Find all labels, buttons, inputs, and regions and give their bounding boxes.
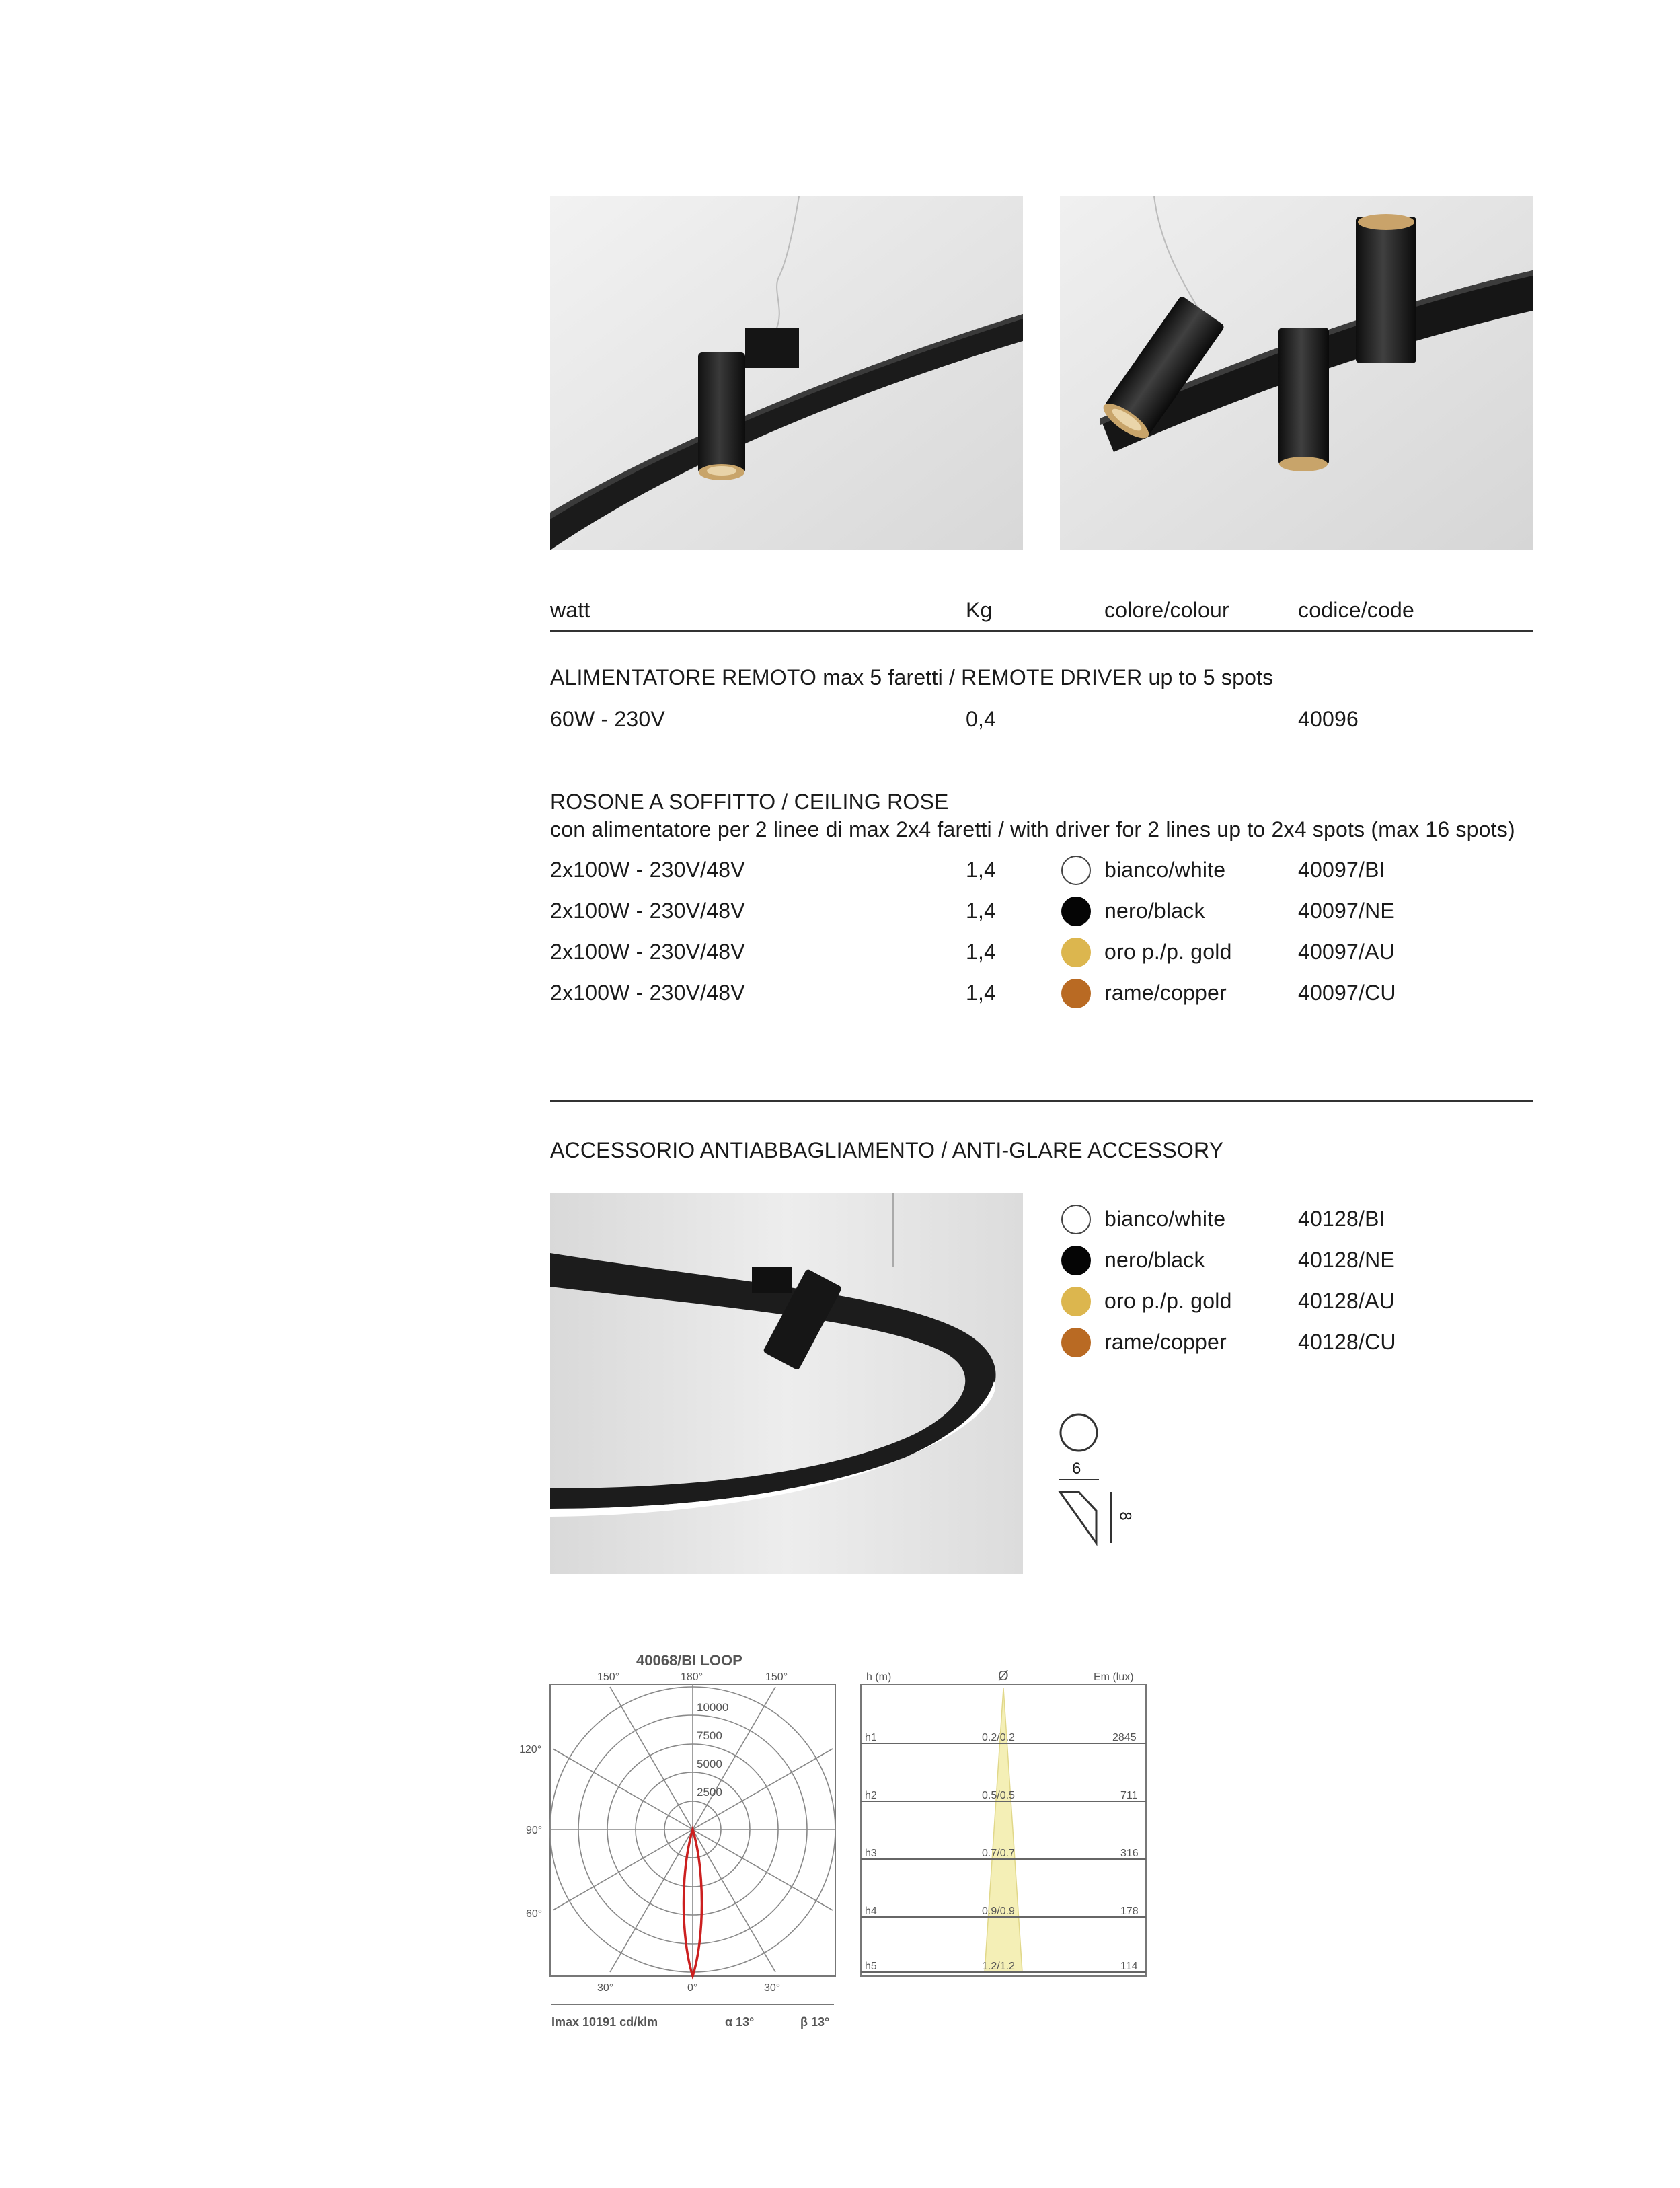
polar-label-30-left: 30° <box>597 1982 614 1994</box>
row-colour: rame/copper <box>1104 1330 1227 1354</box>
row-watt: 2x100W - 230V/48V <box>550 981 745 1005</box>
row-colour: bianco/white <box>1104 1207 1226 1231</box>
cone-row-h: h1 <box>865 1732 877 1743</box>
header-kg: Kg <box>966 598 993 622</box>
polar-label-60: 60° <box>526 1908 543 1920</box>
row-code: 40128/CU <box>1298 1330 1396 1354</box>
product-photo-single-spot <box>550 196 1023 550</box>
row-colour: oro p./p. gold <box>1104 1289 1232 1313</box>
gold-swatch <box>1061 1287 1091 1316</box>
photometric-diagram <box>511 1628 1157 2045</box>
polar-ring-label: 5000 <box>697 1758 722 1770</box>
cone-row-h: h4 <box>865 1906 877 1917</box>
ceiling-rose-subtitle: con alimentatore per 2 linee di max 2x4 faretti / with driver for 2 lines up to 2x4 spots (max 16 spots) <box>550 817 1515 841</box>
cone-row-em: 114 <box>1120 1961 1138 1972</box>
row-kg: 1,4 <box>966 940 997 964</box>
alpha-label: α 13° <box>725 2015 755 2029</box>
gold-swatch <box>1061 938 1091 967</box>
row-code: 40097/BI <box>1298 858 1385 882</box>
anti-glare-title: ACCESSORIO ANTIABBAGLIAMENTO / ANTI-GLARE ACCESSORY <box>550 1138 1224 1162</box>
profile-section-icon <box>1060 1492 1096 1543</box>
ring-lamp-illustration <box>550 1193 1023 1574</box>
white-swatch <box>1061 1205 1091 1234</box>
profile-circle-icon <box>1061 1414 1097 1451</box>
cone-row-em: 178 <box>1120 1906 1139 1917</box>
remote-driver-watt: 60W - 230V <box>550 707 665 731</box>
cone-row-h: h3 <box>865 1848 877 1859</box>
polar-label-30-right: 30° <box>764 1982 781 1994</box>
dimension-drawing <box>1056 1412 1143 1547</box>
section-divider <box>550 1100 1533 1102</box>
remote-driver-code: 40096 <box>1298 707 1359 731</box>
row-code: 40097/NE <box>1298 899 1395 923</box>
row-watt: 2x100W - 230V/48V <box>550 899 745 923</box>
cone-row-h: h2 <box>865 1790 877 1801</box>
row-colour: rame/copper <box>1104 981 1227 1005</box>
header-divider <box>550 630 1533 632</box>
polar-ring-label: 2500 <box>697 1786 722 1799</box>
polar-label-90: 90° <box>526 1825 543 1836</box>
cone-header-diameter: Ø <box>998 1669 1009 1684</box>
row-colour: nero/black <box>1104 1248 1205 1272</box>
row-kg: 1,4 <box>966 899 997 923</box>
product-photo-three-spots <box>1060 196 1533 550</box>
polar-label-0: 0° <box>687 1982 698 1994</box>
cone-header-h: h (m) <box>866 1671 892 1683</box>
cone-row-d: 0.7/0.7 <box>982 1848 1015 1859</box>
copper-swatch <box>1061 1328 1091 1357</box>
imax-label: Imax 10191 cd/klm <box>551 2015 658 2029</box>
cone-row-d: 0.9/0.9 <box>982 1906 1015 1917</box>
polar-ring-label: 7500 <box>697 1729 722 1742</box>
row-kg: 1,4 <box>966 858 997 882</box>
polar-label-150-right: 150° <box>765 1671 788 1683</box>
copper-swatch <box>1061 979 1091 1008</box>
cone-row-em: 711 <box>1120 1790 1138 1801</box>
cone-row-d: 0.2/0.2 <box>982 1732 1015 1743</box>
row-code: 40097/AU <box>1298 940 1395 964</box>
header-watt: watt <box>550 598 590 622</box>
remote-driver-title: ALIMENTATORE REMOTO max 5 faretti / REMOTE DRIVER up to 5 spots <box>550 665 1274 689</box>
row-code: 40128/NE <box>1298 1248 1395 1272</box>
row-kg: 1,4 <box>966 981 997 1005</box>
cone-row-em: 316 <box>1120 1848 1139 1859</box>
row-colour: bianco/white <box>1104 858 1226 882</box>
dimension-width: 6 <box>1072 1460 1081 1478</box>
black-swatch <box>1061 897 1091 926</box>
cone-row-d: 0.5/0.5 <box>982 1790 1015 1801</box>
row-colour: oro p./p. gold <box>1104 940 1232 964</box>
row-code: 40128/AU <box>1298 1289 1395 1313</box>
row-watt: 2x100W - 230V/48V <box>550 940 745 964</box>
cone-row-em: 2845 <box>1112 1732 1137 1743</box>
row-code: 40097/CU <box>1298 981 1396 1005</box>
anti-glare-photo <box>550 1193 1023 1574</box>
polar-label-180: 180° <box>681 1671 703 1683</box>
single-spot-illustration <box>550 196 1023 550</box>
black-swatch <box>1061 1246 1091 1275</box>
cone-row-h: h5 <box>865 1961 877 1972</box>
header-colour: colore/colour <box>1104 598 1229 622</box>
dimension-height: 8 <box>1116 1511 1135 1521</box>
polar-label-120: 120° <box>519 1744 542 1756</box>
photometry-title: 40068/BI LOOP <box>636 1652 742 1669</box>
cone-row-d: 1.2/1.2 <box>982 1961 1015 1972</box>
polar-ring-label: 10000 <box>697 1701 729 1714</box>
row-code: 40128/BI <box>1298 1207 1385 1231</box>
ceiling-rose-title: ROSONE A SOFFITTO / CEILING ROSE <box>550 790 949 814</box>
header-code: codice/code <box>1298 598 1414 622</box>
remote-driver-kg: 0,4 <box>966 707 997 731</box>
row-colour: nero/black <box>1104 899 1205 923</box>
polar-label-150-left: 150° <box>597 1671 620 1683</box>
white-swatch <box>1061 856 1091 885</box>
beta-label: β 13° <box>800 2015 830 2029</box>
cone-header-em: Em (lux) <box>1094 1671 1134 1683</box>
three-spots-illustration <box>1060 196 1533 550</box>
row-watt: 2x100W - 230V/48V <box>550 858 745 882</box>
